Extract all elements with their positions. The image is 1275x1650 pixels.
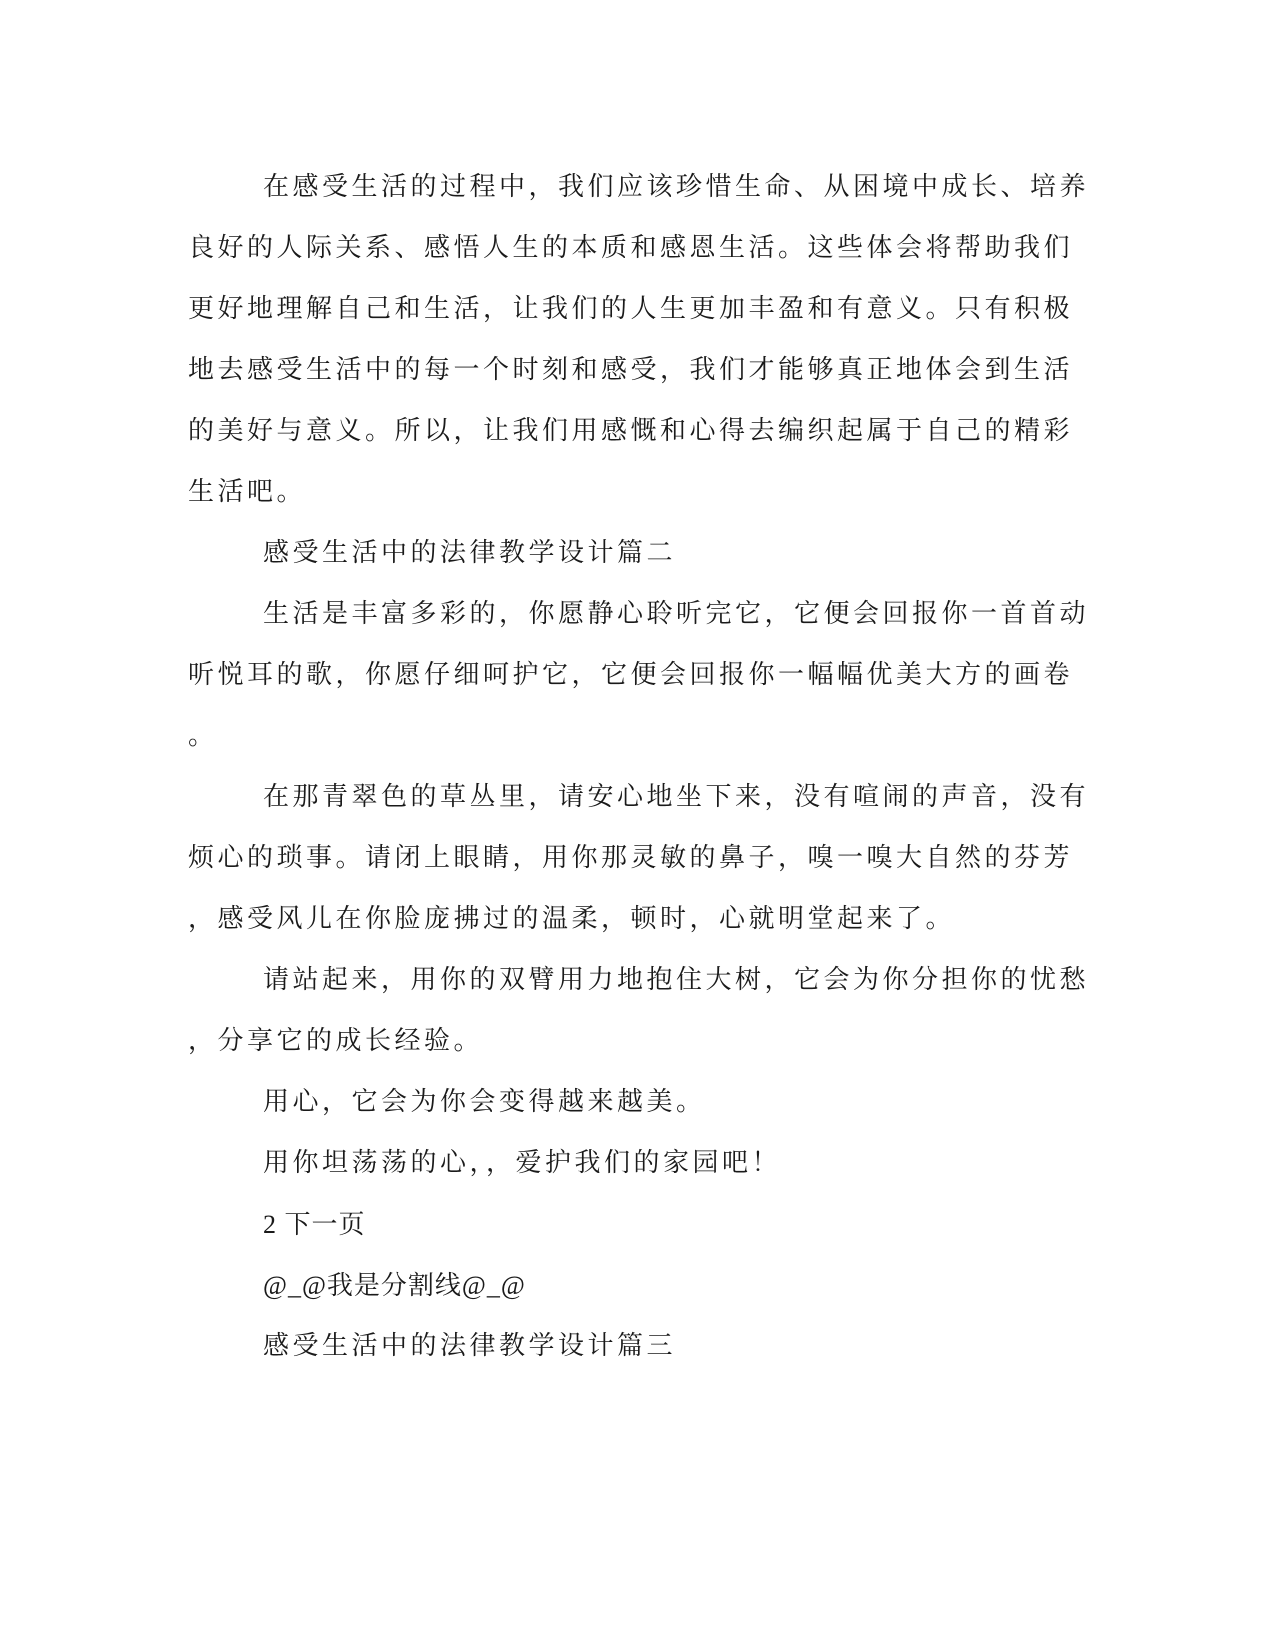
paragraph-5: 用心，它会为你会变得越来越美。: [263, 1087, 706, 1117]
paragraph-1-line-3: 更好地理解自己和生活，让我们的人生更加丰盈和有意义。只有积极: [188, 294, 1074, 324]
paragraph-3-line-2: 烦心的琐事。请闭上眼睛，用你那灵敏的鼻子，嗅一嗅大自然的芬芳: [188, 843, 1074, 873]
paragraph-1-line-5: 的美好与意义。所以，让我们用感慨和心得去编织起属于自己的精彩: [188, 416, 1074, 446]
section-heading-3: 感受生活中的法律教学设计篇三: [263, 1331, 677, 1361]
paragraph-1-line-4: 地去感受生活中的每一个时刻和感受，我们才能够真正地体会到生活: [188, 355, 1074, 385]
paragraph-3-line-3: ，感受风儿在你脸庞拂过的温柔，顿时，心就明堂起来了。: [188, 904, 956, 934]
paragraph-4-line-2: ，分享它的成长经验。: [188, 1026, 484, 1056]
next-page-link[interactable]: 2 下一页: [263, 1210, 366, 1239]
paragraph-2-line-2: 听悦耳的歌，你愿仔细呵护它，它便会回报你一幅幅优美大方的画卷: [188, 660, 1074, 690]
paragraph-1-line-6: 生活吧。: [188, 477, 307, 507]
paragraph-6: 用你坦荡荡的心，，爱护我们的家园吧！: [263, 1148, 782, 1178]
paragraph-2-line-1: 生活是丰富多彩的，你愿静心聆听完它，它便会回报你一首首动: [263, 599, 1090, 629]
paragraph-1-line-1: 在感受生活的过程中，我们应该珍惜生命、从困境中成长、培养: [263, 172, 1090, 202]
paragraph-2-line-3: 。: [188, 721, 218, 751]
document-body: [188, 157, 1090, 1377]
paragraph-4-line-1: 请站起来，用你的双臂用力地抱住大树，它会为你分担你的忧愁: [263, 965, 1090, 995]
paragraph-1-line-2: 良好的人际关系、感悟人生的本质和感恩生活。这些体会将帮助我们: [188, 233, 1074, 263]
divider-text: @_@我是分割线@_@: [263, 1271, 526, 1300]
paragraph-3-line-1: 在那青翠色的草丛里，请安心地坐下来，没有喧闹的声音，没有: [263, 782, 1090, 812]
section-heading-2: 感受生活中的法律教学设计篇二: [263, 538, 677, 568]
